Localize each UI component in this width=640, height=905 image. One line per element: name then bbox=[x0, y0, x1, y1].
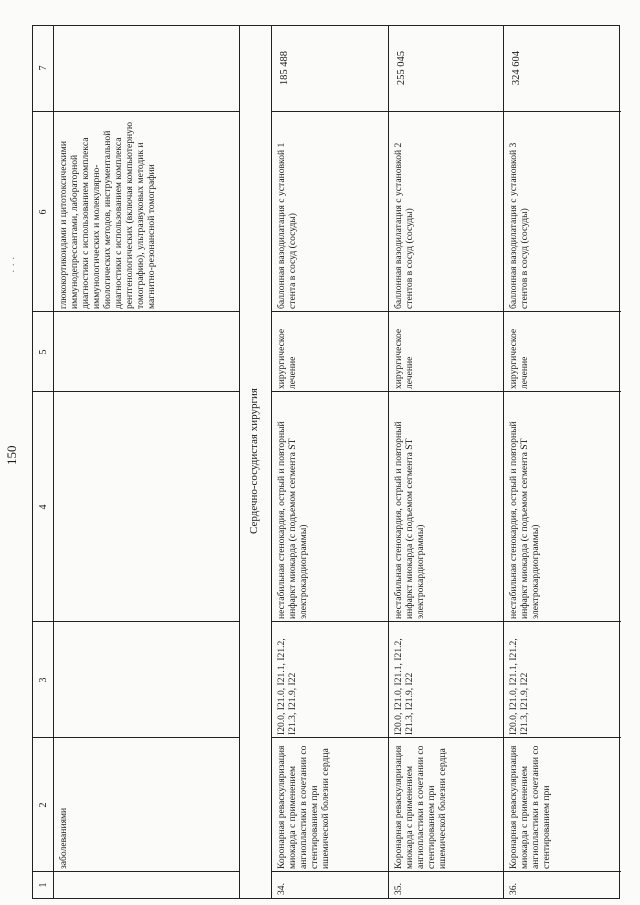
margin-mark: · · · bbox=[8, 256, 20, 273]
col-header-5: 5 bbox=[38, 349, 49, 355]
row-treatment-type: хирургическое лечение bbox=[393, 328, 415, 389]
row-service-name: Коронарная реваскуляризация миокарда с применением ангиопластики в сочетании со стентированием при ишемической болезни сердца bbox=[393, 745, 448, 869]
row-treatment-type: хирургическое лечение bbox=[276, 328, 298, 389]
col-header-7: 7 bbox=[38, 65, 49, 71]
row-patient-model: нестабильная стенокардия, острый и повторный инфаркт миокарда (с подъемом сегмента ST электрокардиограммы) bbox=[393, 421, 426, 619]
row-icd-codes: I20.0, I21.0, I21.1, I21.2, I21.3, I21.9, I22 bbox=[276, 638, 298, 735]
row-patient-model: нестабильная стенокардия, острый и повторный инфаркт миокарда (с подъемом сегмента ST электрокардиограммы) bbox=[508, 421, 541, 619]
row-service-name: Коронарная реваскуляризация миокарда с применением ангиопластики в сочетании со стентированием при ишемической болезни сердца bbox=[276, 745, 331, 869]
services-table bbox=[32, 25, 620, 899]
row-icd-codes: I20.0, I21.0, I21.1, I21.2, I21.3, I21.9, I22 bbox=[393, 638, 415, 735]
carryover-name: заболеваниями bbox=[58, 807, 69, 869]
row-icd-codes: I20.0, I21.0, I21.1, I21.2, I21.3, I21.9, I22 bbox=[508, 638, 530, 735]
row-treatment-method: баллонная вазодилатация с установкой 1 стента в сосуд (сосуды) bbox=[276, 142, 298, 309]
col-header-2: 2 bbox=[38, 802, 49, 808]
section-title: Сердечно-сосудистая хирургия bbox=[248, 388, 260, 534]
row-price: 255 045 bbox=[396, 50, 407, 86]
col-header-3: 3 bbox=[38, 677, 49, 683]
row-number: 35. bbox=[393, 883, 404, 895]
row-number: 36. bbox=[508, 883, 519, 895]
row-number: 34. bbox=[276, 883, 287, 895]
row-patient-model: нестабильная стенокардия, острый и повторный инфаркт миокарда (с подъемом сегмента ST электрокардиограммы) bbox=[276, 421, 309, 619]
row-service-name: Коронарная реваскуляризация миокарда с применением ангиопластики в сочетании со стентированием при bbox=[508, 745, 552, 869]
row-treatment-method: баллонная вазодилатация с установкой 3 стентов в сосуд (сосуды) bbox=[508, 142, 530, 309]
col-header-1: 1 bbox=[38, 882, 49, 888]
page-number: 150 bbox=[4, 445, 19, 465]
carryover-methods: глюкокортикоидами и цитотоксическими иммунодепрессантами, лабораторной диагностики с использованием комплекса иммунологических и молекулярно-биологических методов, инструментальной диагностики с использованием комплекса рентгенологических (включая компьютерную томографию), ультразвуковых методик и магнитно-резонансной томографии bbox=[58, 121, 157, 309]
row-treatment-method: баллонная вазодилатация с установкой 2 стентов в сосуд (сосуды) bbox=[393, 142, 415, 309]
col-header-6: 6 bbox=[38, 209, 49, 215]
row-price: 324 604 bbox=[511, 50, 522, 86]
row-treatment-type: хирургическое лечение bbox=[508, 328, 530, 389]
col-header-4: 4 bbox=[38, 504, 49, 510]
row-price: 185 488 bbox=[279, 50, 290, 86]
